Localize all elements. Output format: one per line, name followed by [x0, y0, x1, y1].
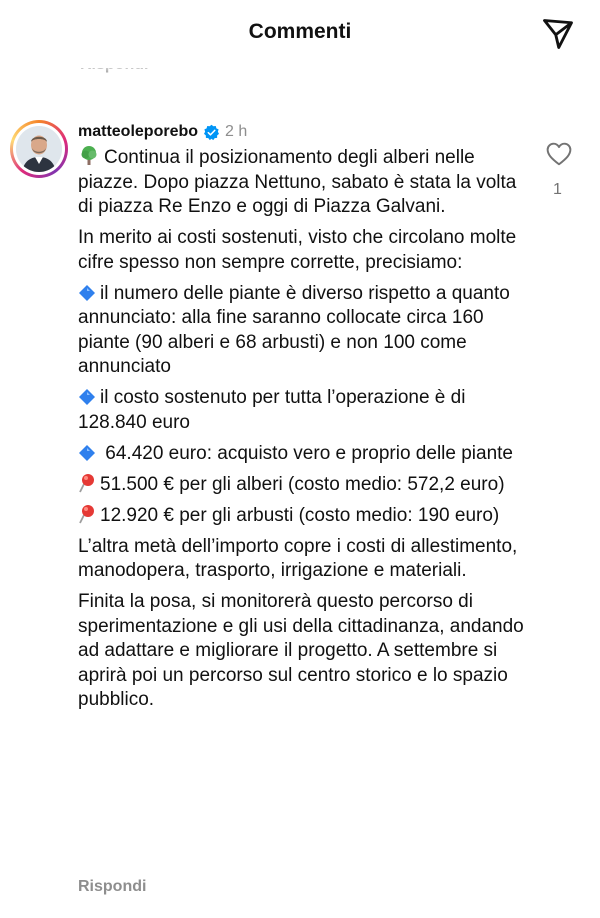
header-title: Commenti — [248, 20, 352, 43]
comment-paragraph: il costo sostenuto per tutta l’operazione è di 128.840 euro — [78, 387, 466, 433]
comment-paragraph: 12.920 € per gli arbusti (costo medio: 190 euro) — [78, 504, 528, 529]
blue-diamond-icon — [78, 284, 96, 302]
header-fade — [0, 62, 600, 76]
person-icon — [16, 126, 62, 172]
paper-plane-icon[interactable] — [540, 16, 576, 52]
comment-time: 2 h — [225, 123, 248, 140]
comments-header — [0, 0, 600, 68]
username[interactable]: matteoleporebo — [78, 123, 199, 140]
comment-paragraph: il numero delle piante è diverso rispetto a quanto annunciato: alla fine saranno collocate circa 160 piante (90 alberi e 68 arbusti) e non 100 come annunciato — [78, 282, 510, 377]
verified-badge-icon — [203, 124, 220, 141]
blue-diamond-icon — [78, 388, 96, 406]
comment-paragraph: 64.420 euro: acquisto vero e proprio delle piante — [78, 442, 528, 467]
blue-diamond-icon — [78, 444, 96, 462]
pushpin-icon — [78, 473, 96, 493]
tree-icon — [78, 144, 100, 166]
avatar[interactable] — [10, 120, 68, 178]
like-count: 1 — [553, 181, 562, 198]
comment-meta — [78, 121, 247, 143]
comment-paragraph: Continua il posizionamento degli alberi nelle piazze. Dopo piazza Nettuno, sabato è stata la volta di piazza Re Enzo e oggi di Piazza Galvani. — [78, 144, 528, 220]
comment-paragraph: L’altra metà dell’importo copre i costi di allestimento, manodopera, trasporto, irrigazione e materiali. — [78, 535, 518, 581]
pushpin-icon — [78, 504, 96, 524]
comment-paragraph: In merito ai costi sostenuti, visto che circolano molte cifre spesso non sempre corrette, precisiamo: — [78, 227, 517, 273]
comment-paragraph: 51.500 € per gli alberi (costo medio: 572,2 euro) — [78, 473, 528, 498]
avatar-photo — [16, 126, 62, 172]
comment-body — [78, 144, 528, 719]
reply-button[interactable]: Rispondi — [78, 878, 147, 895]
heart-icon[interactable] — [546, 142, 572, 166]
comment-paragraph: Finita la posa, si monitorerà questo percorso di sperimentazione e gli usi della cittadinanza, andando ad adattare e migliorare il progetto. A settembre si aprirà poi un percorso sul centro storico e lo spazio pubblico. — [78, 591, 524, 710]
